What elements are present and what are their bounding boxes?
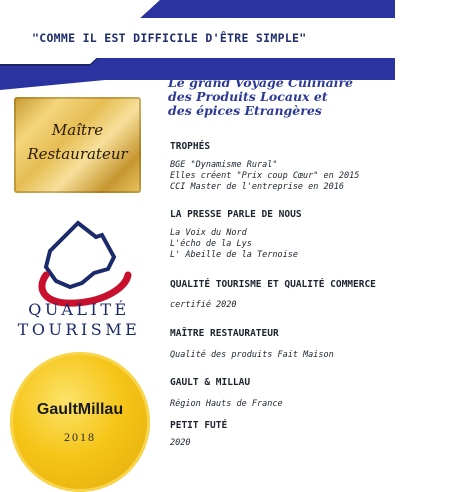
section-title-qualite: QUALITÉ TOURISME ET QUALITÉ COMMERCE [170, 279, 376, 290]
plaque-text-line-2: Restaurateur [27, 145, 128, 163]
plaque-text-line-1: Maître [51, 121, 104, 139]
headline-line-2: des Produits Locaux et [168, 89, 328, 104]
headline-line-3: des épices Etrangères [168, 103, 322, 118]
list-item: Région Hauts de France [170, 399, 283, 409]
section-title-gault: GAULT & MILLAU [170, 377, 251, 388]
list-item: L'écho de la Lys [170, 238, 252, 249]
list-item: La Voix du Nord [170, 228, 247, 238]
section-items-qualite [170, 300, 237, 311]
section-items-petit-fute [170, 438, 190, 449]
section-items-trophes [170, 160, 359, 192]
gault-millau-badge [10, 352, 150, 492]
section-title-maitre: MAÎTRE RESTAURATEUR [170, 328, 279, 339]
section-title-trophes: TROPHÉS [170, 141, 211, 152]
list-item: CCI Master de l'entreprise en 2016 [170, 181, 344, 192]
headline-line-1: Le grand Voyage Culinaire [168, 75, 354, 90]
quote-text: "COMME IL EST DIFFICILE D'ÊTRE SIMPLE" [32, 31, 307, 45]
section-title-petit-fute: PETIT FUTÉ [170, 420, 228, 431]
gault-millau-year: 2018 [64, 430, 96, 444]
section-items-maitre [170, 350, 334, 361]
list-item: Qualité des produits Fait Maison [170, 350, 334, 360]
gault-millau-name: GaultMillau [36, 401, 124, 418]
qualite-word: QUALITÉ [28, 300, 130, 319]
section-items-gault [170, 399, 283, 410]
maitre-restaurateur-plaque [14, 97, 141, 193]
headline [168, 76, 408, 118]
list-item: L' Abeille de la Ternoise [170, 249, 298, 260]
list-item: BGE "Dynamisme Rural" [170, 160, 278, 170]
section-title-presse: LA PRESSE PARLE DE NOUS [170, 209, 302, 220]
tourisme-word: TOURISME [17, 320, 141, 339]
list-item: certifié 2020 [170, 300, 237, 310]
list-item: Elles créent "Prix coup Cœur" en 2015 [170, 170, 360, 181]
section-items-presse [170, 228, 298, 260]
list-item: 2020 [170, 438, 191, 448]
